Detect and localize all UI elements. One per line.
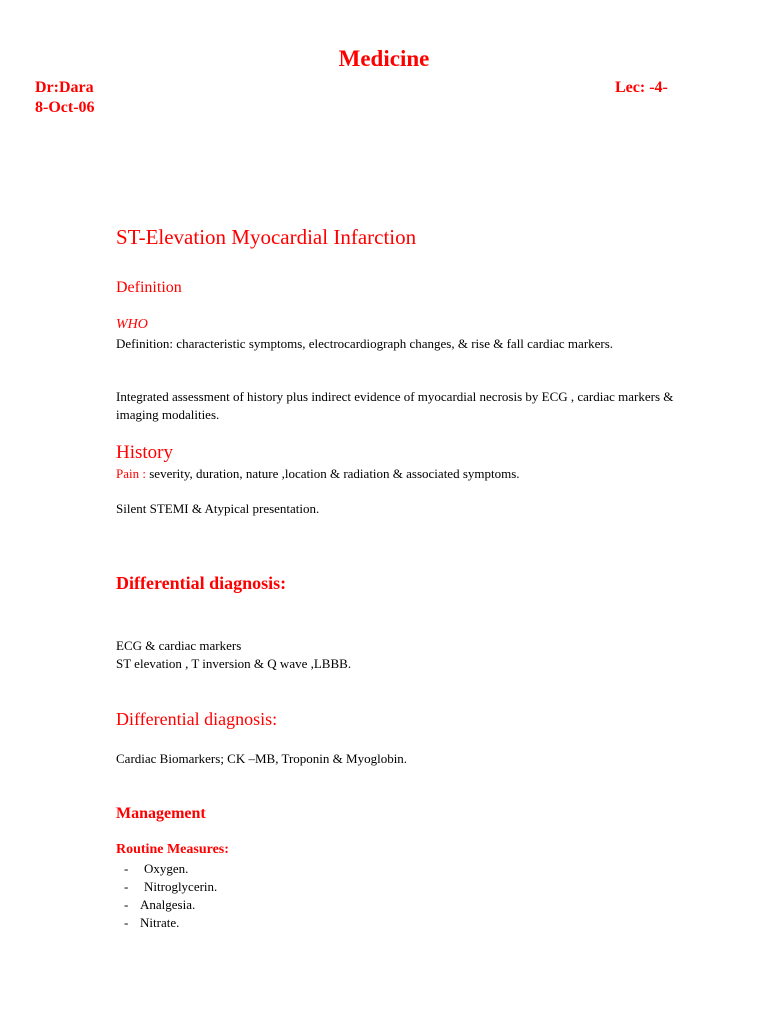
routine-measures-label: Routine Measures: (116, 842, 229, 857)
list-item-text: Oxygen. (144, 861, 189, 876)
lecture-number: Lec: -4- (615, 79, 668, 96)
list-item (120, 878, 217, 896)
definition-heading: Definition (116, 279, 182, 296)
differential-heading-1: Differential diagnosis: (116, 573, 287, 593)
integrated-assessment-text: Integrated assessment of history plus indirect evidence of myocardial necrosis by ECG , cardiac markers & imaging modalities. (116, 389, 674, 422)
management-heading: Management (116, 805, 206, 822)
list-dash: - (124, 897, 129, 912)
who-label: WHO (116, 317, 148, 332)
list-item (120, 914, 217, 932)
list-item (120, 896, 217, 914)
list-item (120, 860, 217, 878)
definition-text: Definition: characteristic symptoms, electrocardiograph changes, & rise & fall cardiac markers. (116, 336, 614, 351)
biomarkers-text: Cardiac Biomarkers; CK –MB, Troponin & Myoglobin. (116, 751, 408, 766)
list-dash: - (124, 915, 129, 930)
author-name: Dr:Dara (35, 79, 94, 96)
list-item-text: Nitrate. (140, 915, 180, 930)
st-elevation-text: ST elevation , T inversion & Q wave ,LBBB. (116, 656, 352, 671)
history-heading: History (116, 442, 173, 463)
lecture-date: 8-Oct-06 (35, 99, 95, 116)
pain-text: severity, duration, nature ,location & radiation & associated symptoms. (145, 466, 520, 481)
topic-title: ST-Elevation Myocardial Infarction (116, 225, 417, 249)
ecg-markers-text: ECG & cardiac markers (116, 638, 242, 653)
pain-line (116, 465, 520, 483)
differential-heading-2: Differential diagnosis: (116, 709, 278, 729)
list-dash: - (124, 861, 129, 876)
routine-measures-list (120, 860, 217, 932)
document-title: Medicine (338, 46, 430, 71)
pain-label: Pain : (116, 466, 146, 481)
list-dash: - (124, 879, 129, 894)
list-item-text: Analgesia. (140, 897, 196, 912)
silent-stemi-text: Silent STEMI & Atypical presentation. (116, 501, 320, 516)
list-item-text: Nitroglycerin. (144, 879, 218, 894)
